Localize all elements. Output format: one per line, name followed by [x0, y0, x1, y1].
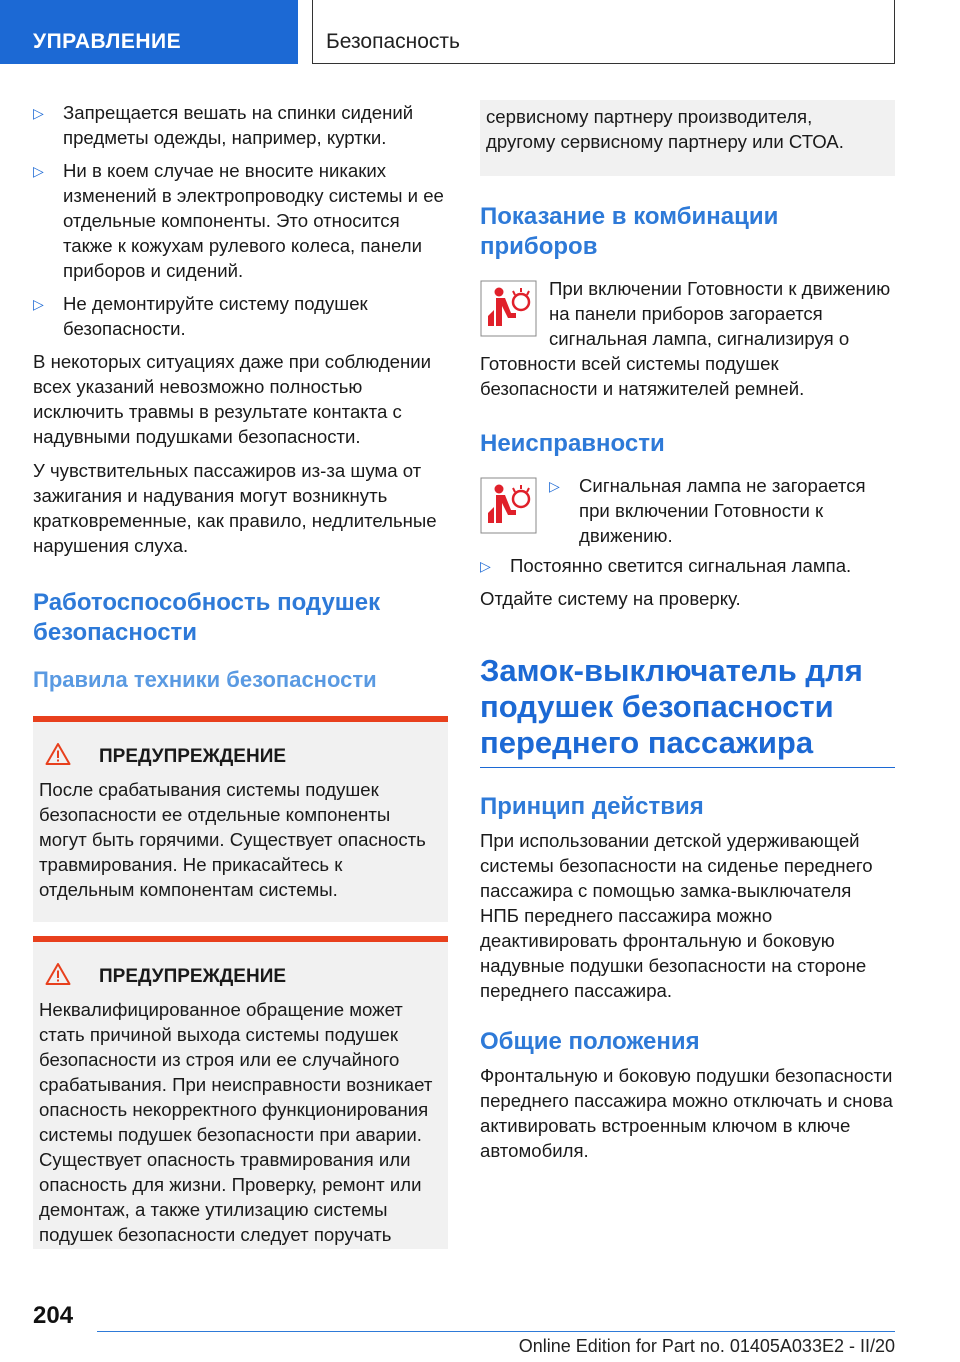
list-item: ▷ Постоянно светится сигнальная лампа. [480, 553, 895, 578]
chapter-heading: Замок-выключатель для подушек безопасности переднего пассажира [480, 653, 863, 760]
warning-text: Неквалифицированное обращение может стать причиной выхода системы подушек безопасности из строя или ее случайного срабатывания. При неисправности возникает опасность некорректного функционирования системы подушек безопасности при аварии. Существует опасность травмирования или опасность для жизни. Проверку, ремонт или демонтаж, а также утилизацию системы подушек безопасности следует поручать [39, 999, 433, 1245]
section-heading: Показание в комбинации приборов [480, 203, 779, 260]
warning-box [33, 936, 448, 1249]
paragraph: При включении Готовности к движению на панели приборов загорается сигнальная лампа, сигнализируя о Готовности всей системы подушек безопасности и натяжителей ремней. [480, 278, 891, 399]
warning-text: сервисному партнеру производителя, другому сервисному партнеру или СТОА. [486, 106, 844, 152]
display-description [480, 276, 895, 401]
triangle-right-icon: ▷ [33, 296, 44, 312]
subsection-heading: Правила техники безопасности [33, 667, 377, 692]
warning-box-continued [480, 100, 895, 176]
section-heading: Принцип действия [480, 793, 704, 820]
chapter-heading-block [480, 653, 895, 768]
page-title: Безопасность [326, 30, 460, 53]
airbag-warning-lamp-icon [480, 477, 537, 534]
triangle-right-icon: ▷ [33, 105, 44, 121]
triangle-right-icon: ▷ [33, 163, 44, 179]
warning-triangle-icon [45, 962, 71, 986]
page-number: 204 [33, 1302, 74, 1329]
paragraph: Фронтальную и боковую подушки безопасности переднего пассажира можно отключать и снова активировать встроенным ключом в ключе автомобиля. [480, 1065, 893, 1161]
section-heading: Общие положения [480, 1028, 700, 1055]
warning-triangle-icon [45, 742, 71, 766]
triangle-right-icon: ▷ [549, 478, 560, 494]
warning-text: После срабатывания системы подушек безопасности ее отдельные компоненты могут быть горячими. Существует опасность травмирования. Не прикасайтесь к отдельным компонентам системы. [39, 779, 426, 900]
left-column [33, 100, 448, 1249]
warning-title: ПРЕДУПРЕЖДЕНИЕ [39, 964, 440, 989]
paragraph: При использовании детской удерживающей системы безопасности на сиденье переднего пассажира с помощью замка-выключателя НПБ переднего пассажира можно деактивировать фронтальную и боковую надувные подушки безопасности на стороне переднего пассажира. [480, 830, 873, 1001]
paragraph: Отдайте систему на проверку. [480, 588, 741, 609]
triangle-right-icon: ▷ [480, 558, 491, 574]
list-item: ▷ Ни в коем случае не вносите никаких изменений в электропроводку системы и ее отдельные компоненты. Это относится также к кожухам рулевого колеса, панели приборов и сидений. [33, 160, 444, 281]
list-item: ▷ Не демонтируйте систему подушек безопасности. [33, 293, 368, 339]
right-column [480, 100, 895, 1172]
paragraph: У чувствительных пассажиров из-за шума от зажигания и надувания могут возникнуть кратковременные, как правило, недлительные нарушения слуха. [33, 460, 437, 556]
list-item: ▷ Запрещается вешать на спинки сидений предметы одежды, например, куртки. [33, 102, 414, 148]
airbag-warning-lamp-icon [480, 280, 537, 337]
section-heading: Неисправности [480, 430, 665, 457]
footer-divider [97, 1331, 895, 1332]
warning-box [33, 716, 448, 922]
edition-text: Online Edition for Part no. 01405A033E2 - II/20 [518, 1336, 895, 1356]
list-item: ▷ Сигнальная лампа не загорается при включении Готовности к движению. [549, 475, 866, 546]
paragraph: В некоторых ситуациях даже при соблюдении всех указаний невозможно полностью исключить травмы в результате контакта с надувными подушками безопасности. [33, 351, 432, 447]
warning-title: ПРЕДУПРЕЖДЕНИЕ [39, 744, 440, 769]
section-tab: УПРАВЛЕНИЕ [0, 0, 298, 64]
section-heading: Работоспособность подушек безопасности [33, 589, 381, 646]
faults-description [480, 473, 895, 553]
